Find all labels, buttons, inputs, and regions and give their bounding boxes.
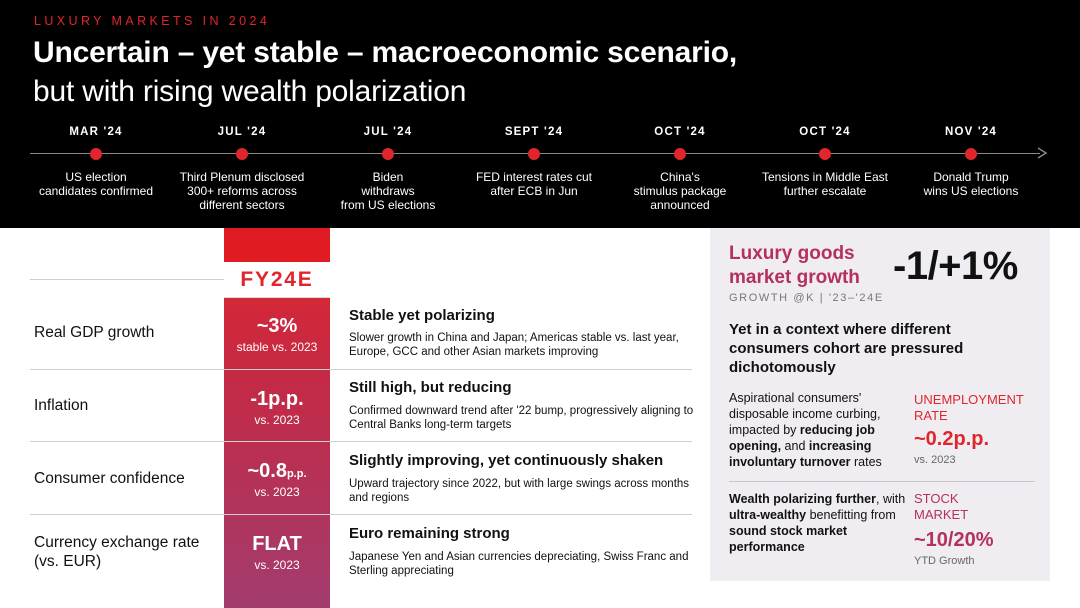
timeline-text: China's stimulus package announced — [633, 170, 727, 212]
row-label: Inflation — [34, 397, 89, 414]
arrow-right-icon — [1034, 145, 1050, 161]
timeline-date: MAR '24 — [69, 126, 123, 138]
row-value-sub: vs. 2023 — [254, 413, 300, 427]
row-value — [224, 315, 330, 355]
timeline-dot — [382, 148, 394, 160]
luxury-growth-value: -1/+1% — [893, 244, 1018, 288]
divider — [30, 514, 692, 515]
stock-market-label: STOCK MARKET — [914, 491, 969, 522]
timeline-date: JUL '24 — [363, 126, 413, 138]
forecast-column-cap — [224, 228, 330, 262]
luxury-growth-title: Luxury goods market growth — [729, 243, 860, 288]
row-description: Confirmed downward trend after '22 bump, progressively aligning to Central Banks long-term targets — [349, 405, 694, 431]
timeline-date: NOV '24 — [944, 126, 998, 138]
row-value-suffix: p.p. — [286, 468, 307, 480]
unemployment-value: ~0.2p.p. — [914, 428, 990, 450]
stock-market-sub: YTD Growth — [914, 555, 975, 567]
timeline-dot — [528, 148, 540, 160]
row-headline: Stable yet polarizing — [349, 307, 495, 324]
timeline-text: FED interest rates cut after ECB in Jun — [475, 170, 593, 198]
timeline-date: JUL '24 — [217, 126, 267, 138]
row-description: Japanese Yen and Asian currencies depreciating, Swiss Franc and Sterling appreciating — [349, 551, 689, 577]
stock-market-value: ~10/20% — [914, 529, 994, 551]
divider — [30, 369, 692, 370]
timeline-text: Tensions in Middle East further escalate — [761, 170, 889, 198]
timeline-date: OCT '24 — [799, 126, 851, 138]
row-description: Slower growth in China and Japan; Americas stable vs. last year, Europe, GCC and other Asian markets improving — [349, 332, 679, 358]
row-value-sub: vs. 2023 — [254, 485, 300, 499]
aspirational-consumers-text: Aspirational consumers' disposable income curbing, impacted by reducing job opening, and increasing involuntary turnover rates — [729, 391, 882, 469]
page-title-line2: but with rising wealth polarization — [33, 75, 467, 108]
wealth-polarizing-text: Wealth polarizing further, with ultra-wealthy benefitting from sound stock market performance — [729, 492, 906, 554]
row-value-main: FLAT — [252, 533, 302, 555]
row-value-main: ~3% — [256, 315, 298, 337]
divider — [30, 279, 224, 280]
timeline-text: Donald Trump wins US elections — [923, 170, 1019, 198]
row-description: Upward trajectory since 2022, but with large swings across months and regions — [349, 478, 690, 504]
timeline-date: OCT '24 — [654, 126, 706, 138]
forecast-column-header — [224, 262, 330, 298]
panel-divider — [729, 481, 1035, 482]
timeline-dot — [965, 148, 977, 160]
timeline-dot — [674, 148, 686, 160]
timeline-text: US election candidates confirmed — [38, 170, 154, 198]
timeline-text: Biden withdraws from US elections — [340, 170, 436, 212]
row-value — [224, 460, 330, 500]
unemployment-label: UNEMPLOYMENT RATE — [914, 392, 1024, 423]
row-label: Consumer confidence — [34, 470, 185, 487]
timeline-dot — [236, 148, 248, 160]
forecast-column-label: FY24E — [240, 267, 314, 291]
luxury-growth-subtitle: GROWTH @K | '23–'24E — [729, 292, 884, 304]
header-band — [0, 0, 1080, 228]
row-headline: Still high, but reducing — [349, 379, 512, 396]
timeline-dot — [819, 148, 831, 160]
unemployment-sub: vs. 2023 — [914, 454, 956, 466]
timeline-text: Third Plenum disclosed 300+ reforms across different sectors — [179, 170, 305, 212]
context-statement: Yet in a context where different consumers cohort are pressured dichotomously — [729, 321, 964, 376]
page-title-line1: Uncertain – yet stable – macroeconomic scenario, — [33, 36, 738, 69]
divider — [30, 441, 692, 442]
row-value — [224, 388, 330, 428]
row-value — [224, 533, 330, 573]
row-value-sub: stable vs. 2023 — [236, 340, 318, 354]
row-value-main: ~0.8 — [247, 460, 287, 482]
row-value-main: -1p.p. — [250, 388, 304, 410]
row-label: Real GDP growth — [34, 324, 155, 341]
row-headline: Slightly improving, yet continuously shaken — [349, 452, 664, 469]
timeline-date: SEPT '24 — [504, 126, 564, 138]
timeline-dot — [90, 148, 102, 160]
row-headline: Euro remaining strong — [349, 525, 510, 542]
row-label: Currency exchange rate (vs. EUR) — [34, 534, 200, 570]
section-kicker: LUXURY MARKETS IN 2024 — [34, 14, 271, 28]
row-value-sub: vs. 2023 — [254, 558, 300, 572]
